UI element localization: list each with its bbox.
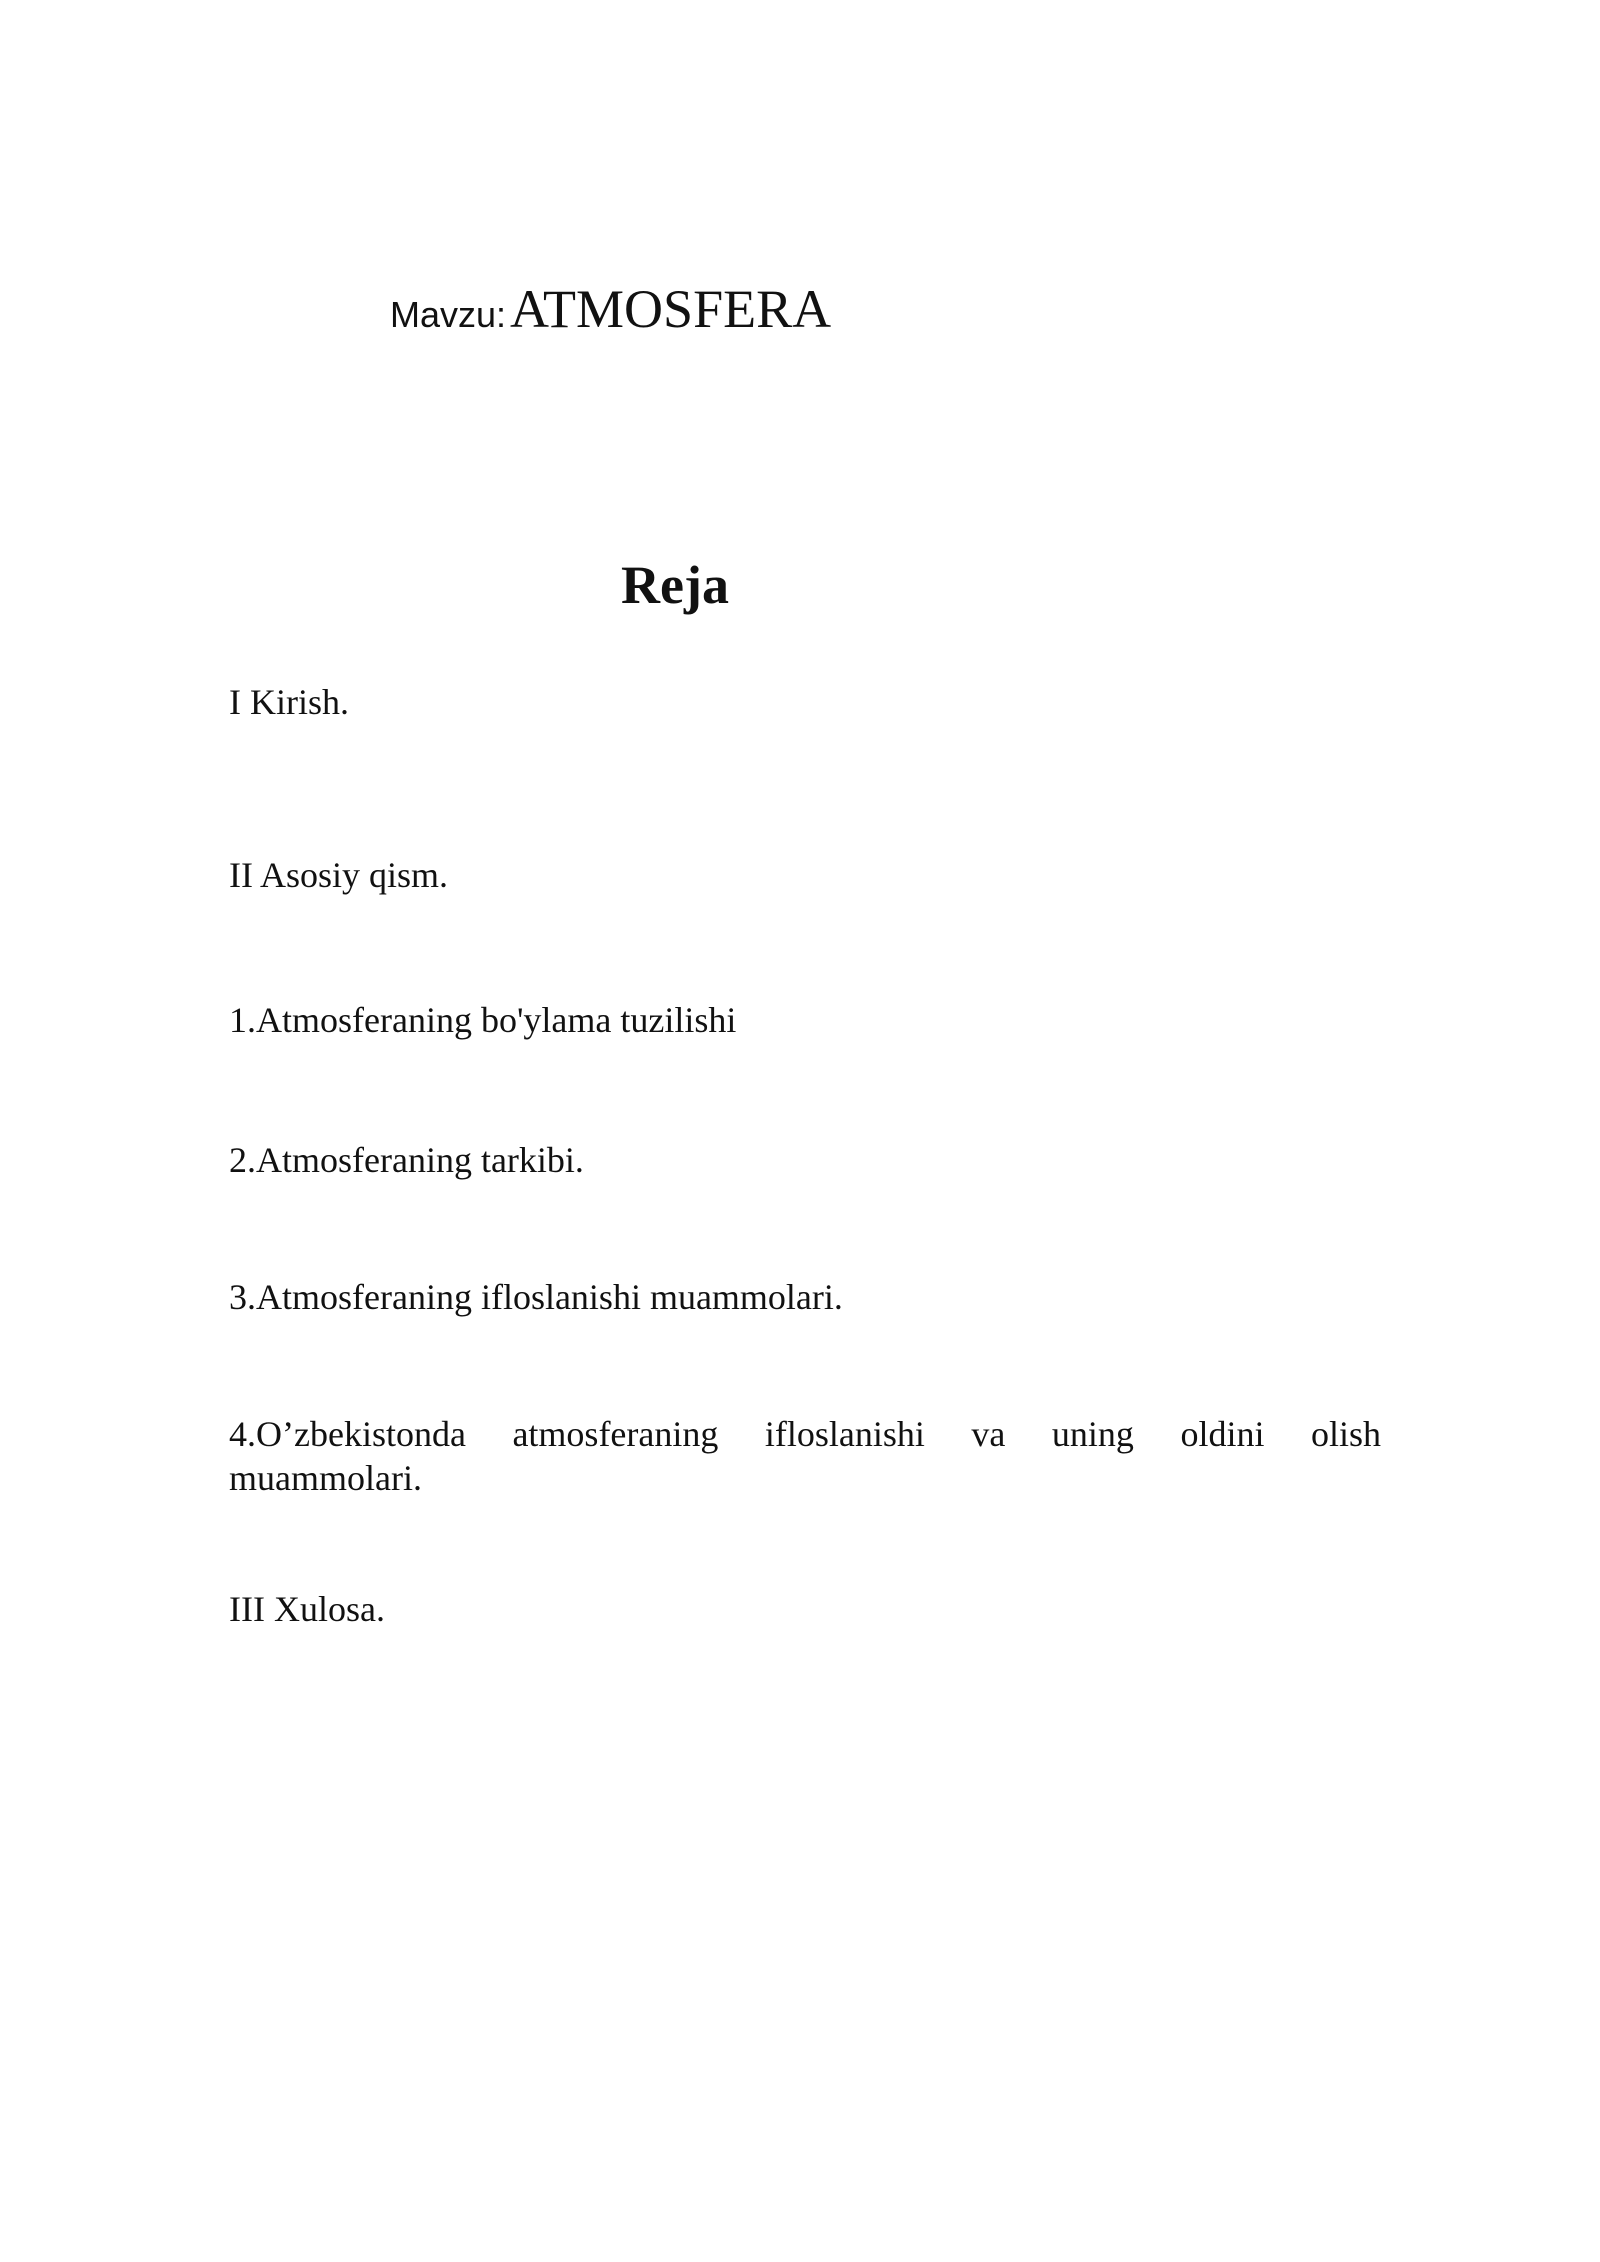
plan-item-1: 1.Atmosferaning bo'ylama tuzilishi: [229, 1000, 737, 1040]
topic-title: ATMOSFERA: [510, 279, 832, 339]
plan-item-4-word: atmosferaning: [512, 1414, 719, 1454]
plan-item-4: [229, 1412, 1381, 1500]
topic-line: [390, 278, 831, 340]
plan-item-4-word: olish: [1310, 1414, 1381, 1454]
plan-item-2: 2.Atmosferaning tarkibi.: [229, 1140, 584, 1180]
topic-label: Mavzu:: [390, 294, 507, 335]
plan-item-4-word: va: [971, 1414, 1006, 1454]
plan-item-4-line-2: muammolari.: [229, 1458, 422, 1498]
plan-heading: Reja: [621, 555, 729, 615]
plan-item-4-word: oldini: [1180, 1414, 1265, 1454]
plan-item-4-word: 4.O’zbekistonda: [229, 1414, 466, 1454]
plan-item-4-word: ifloslanishi: [764, 1414, 925, 1454]
plan-item-main-part: II Asosiy qism.: [229, 855, 449, 895]
plan-item-conclusion: III Xulosa.: [229, 1589, 385, 1629]
plan-item-4-word: uning: [1051, 1414, 1134, 1454]
plan-item-3: 3.Atmosferaning ifloslanishi muammolari.: [229, 1277, 843, 1317]
plan-item-4-line-1: [229, 1412, 1381, 1456]
plan-item-introduction: I Kirish.: [229, 682, 349, 722]
